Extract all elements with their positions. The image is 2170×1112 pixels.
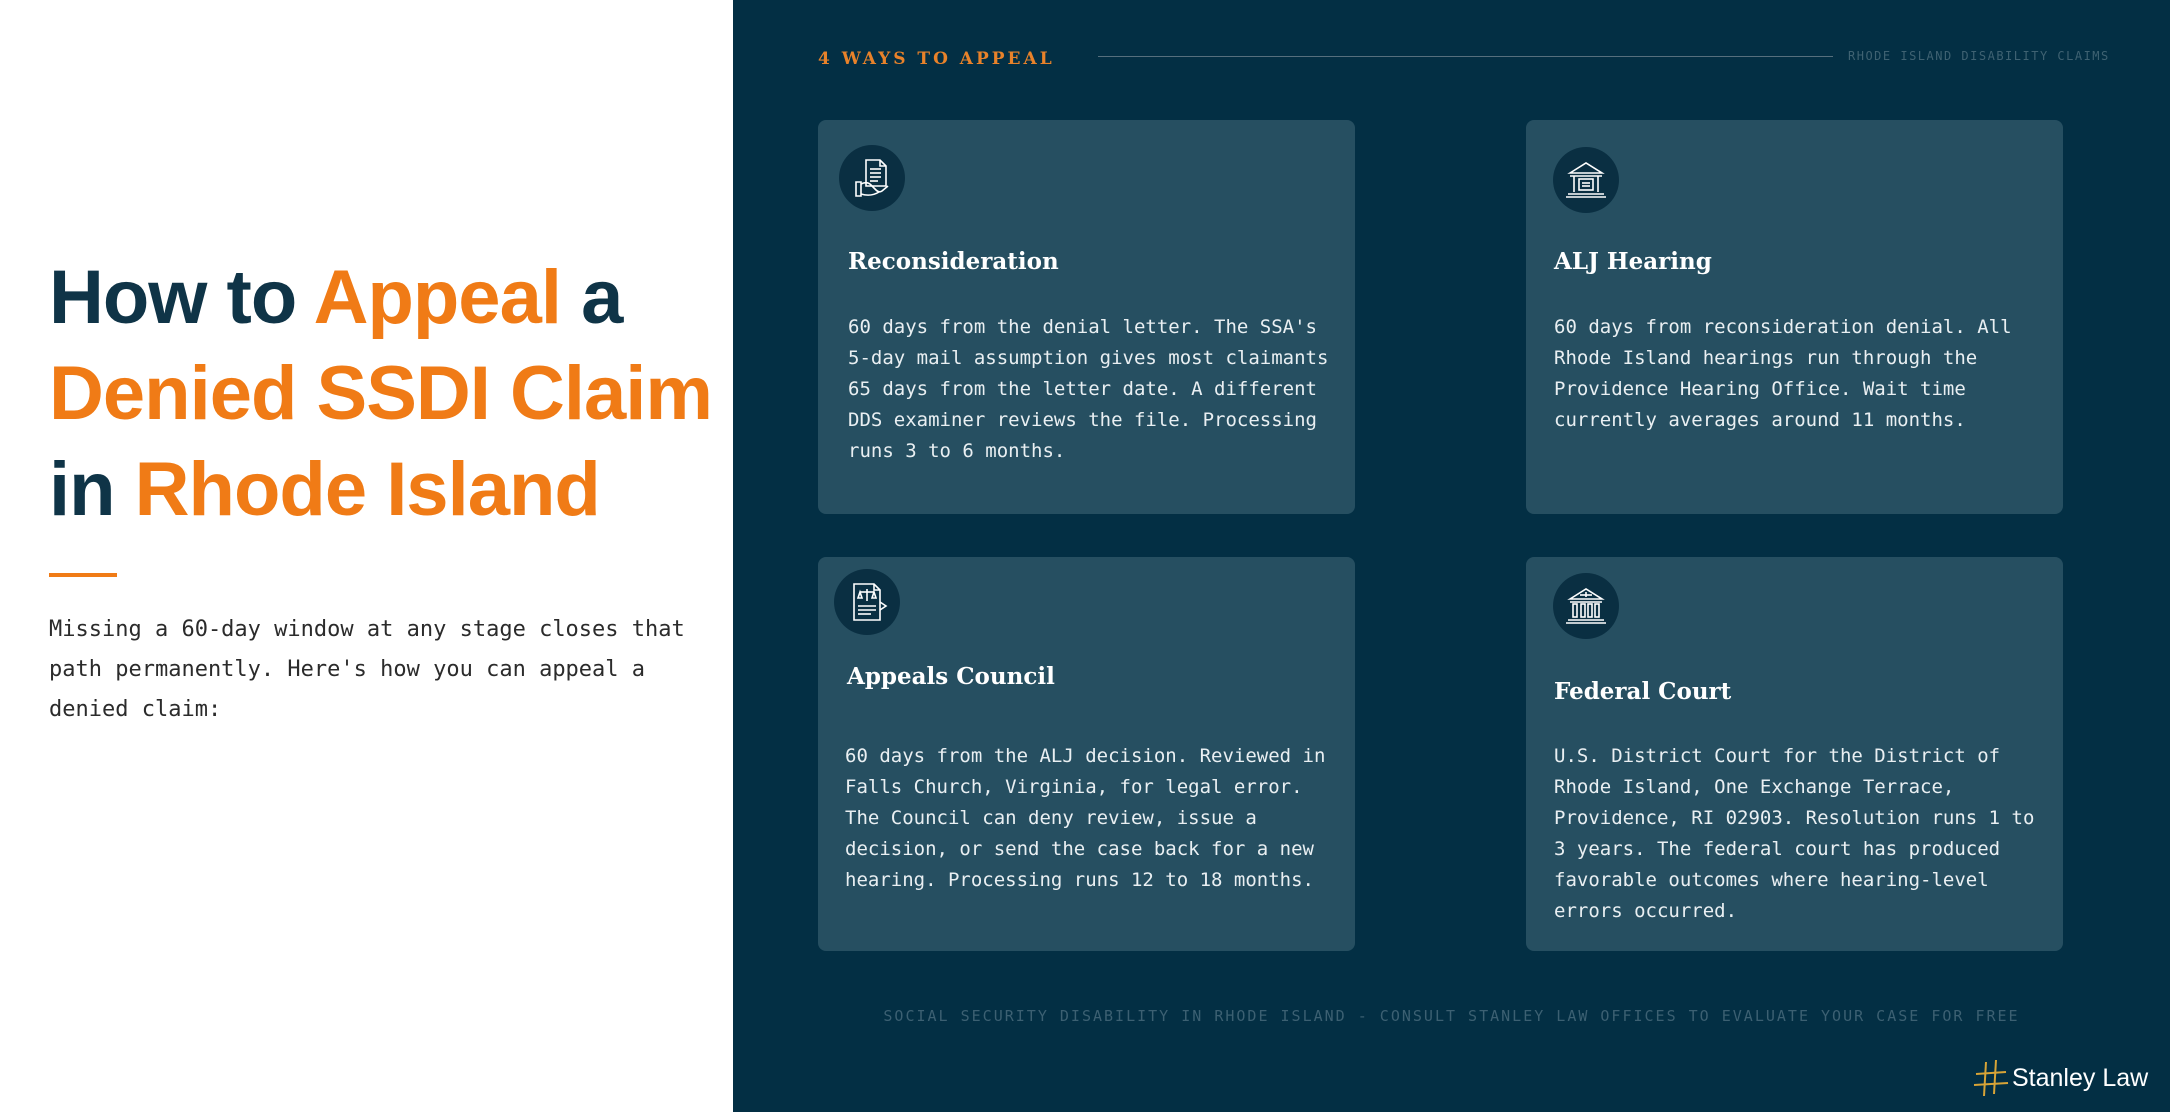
card-body: 60 days from reconsideration denial. All Rhode Island hearings run through the Providence Hearing Office. Wait time currently averages around 11 months.: [1554, 316, 2012, 431]
stanley-law-logo-mark: [1974, 1058, 2010, 1098]
card-title: ALJ Hearing: [1554, 248, 1712, 275]
title-accent-rule: [49, 573, 117, 577]
card-body: U.S. District Court for the District of Rhode Island, One Exchange Terrace, Providence, RI 02903. Resolution runs 1 to 3 years. The federal court has produced favorable outcomes where hearing-level errors occurred.: [1554, 745, 2035, 922]
card-title: Reconsideration: [848, 248, 1059, 275]
card-body: 60 days from the denial letter. The SSA's 5-day mail assumption gives most claimants 65 days from the letter date. A different DDS examiner reviews the file. Processing runs 3 to 6 months.: [848, 316, 1329, 462]
legal-document-scales-icon: [834, 569, 900, 635]
page-title: [49, 250, 712, 538]
intro-text: Missing a 60-day window at any stage closes that path permanently. Here's how you can appeal a denied claim:: [49, 617, 685, 722]
federal-court-scales-icon: [1553, 573, 1619, 639]
title-word-rhode-island: Rhode Island: [134, 447, 600, 532]
section-tag: RHODE ISLAND DISABILITY CLAIMS: [1848, 49, 2110, 63]
title-word-appeal: Appeal: [313, 255, 561, 340]
brand-name: Stanley Law: [2012, 1063, 2149, 1092]
intro-panel: [0, 0, 733, 1112]
footer-text: SOCIAL SECURITY DISABILITY IN RHODE ISLAND - CONSULT STANLEY LAW OFFICES TO EVALUATE YOUR CASE FOR FREE: [883, 1007, 2020, 1025]
title-word-denied-claim: Denied SSDI Claim: [49, 351, 712, 436]
card-reconsideration: [818, 120, 1355, 514]
header-divider: [1098, 56, 1833, 57]
title-word-in: in: [49, 447, 135, 532]
section-kicker: 4 WAYS TO APPEAL: [818, 49, 1055, 69]
card-title: Federal Court: [1554, 678, 1732, 705]
card-appeals-council: [818, 557, 1355, 951]
courthouse-icon: [1553, 147, 1619, 213]
card-federal-court: [1526, 557, 2063, 951]
card-alj-hearing: [1526, 120, 2063, 514]
document-hand-icon: [839, 145, 905, 211]
card-body: 60 days from the ALJ decision. Reviewed in Falls Church, Virginia, for legal error. The Council can deny review, issue a decision, or send the case back for a new hearing. Processing runs 12 to 18 months.: [845, 745, 1326, 891]
brand-logo: [1974, 1058, 2148, 1098]
card-title: Appeals Council: [847, 663, 1055, 690]
title-word-how-to: How to: [49, 255, 314, 340]
title-word-a: a: [560, 255, 623, 340]
